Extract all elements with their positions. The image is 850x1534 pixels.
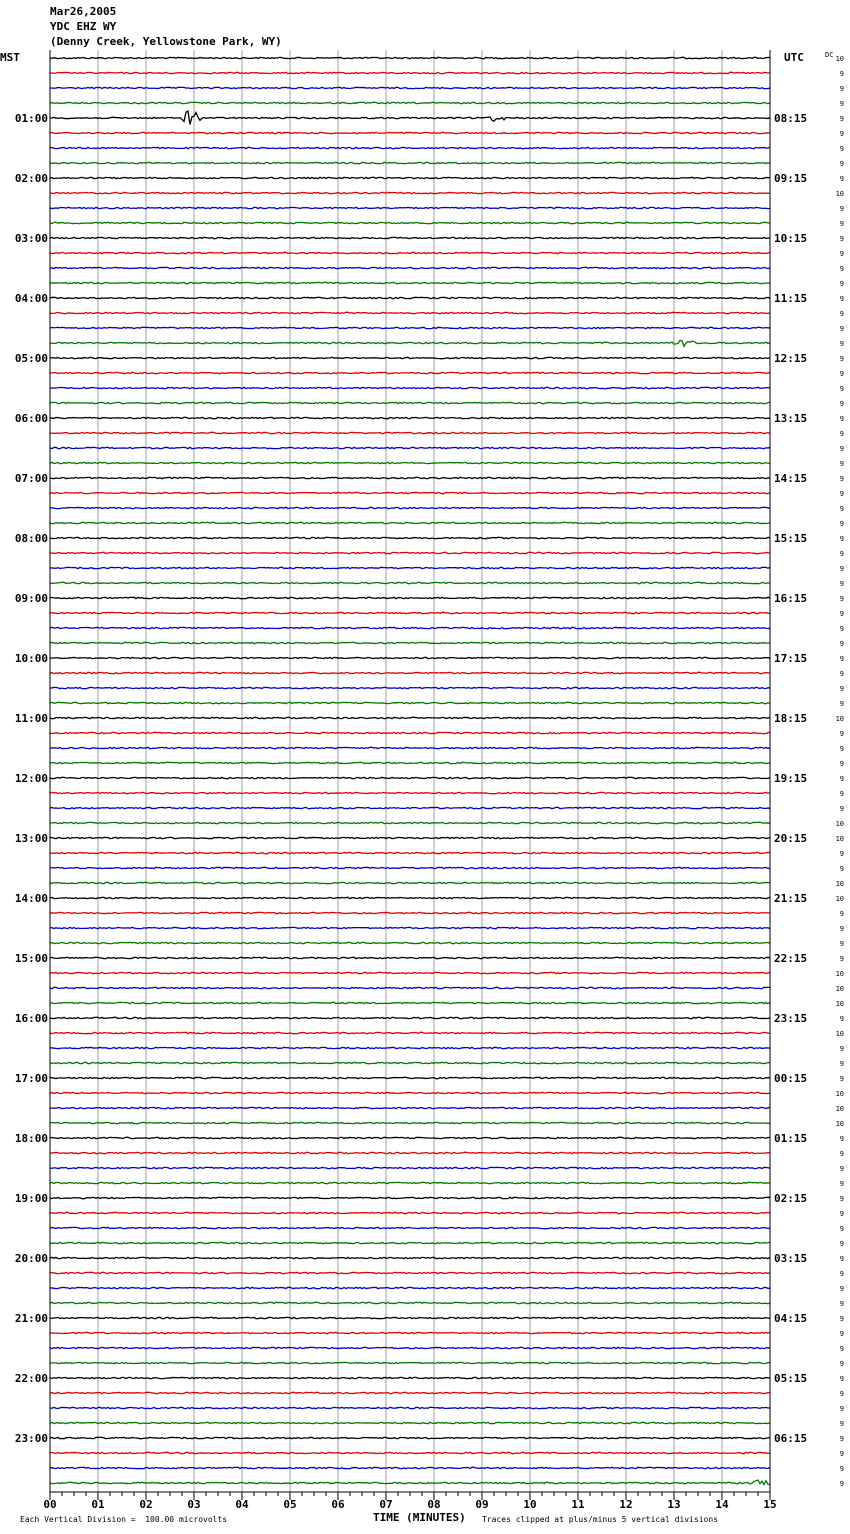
trace-offset-value: 9 [839,460,844,468]
x-tick-label: 07 [379,1498,393,1511]
mst-hour-label: 20:00 [14,1252,48,1265]
trace-offset-value: 9 [839,1015,844,1023]
seismic-trace [50,267,770,268]
trace-offset-value: 9 [839,610,844,618]
trace-offset-value: 9 [839,295,844,303]
trace-offset-value: 9 [839,805,844,813]
chart-date: Mar26,2005 [50,5,117,18]
trace-offset-value: 9 [839,1060,844,1068]
seismic-trace [50,372,770,373]
trace-offset-value: 9 [839,175,844,183]
seismic-trace [50,1452,770,1453]
trace-offset-value: 9 [839,1330,844,1338]
seismic-trace [50,762,770,763]
seismic-trace [50,1212,770,1213]
utc-hour-label: 21:15 [774,892,808,905]
trace-offset-value: 9 [839,505,844,513]
trace-offset-value: 9 [839,625,844,633]
trace-offset-value: 9 [839,1135,844,1143]
seismic-trace [50,1032,770,1033]
seismic-trace [50,1152,770,1153]
seismic-trace [50,537,770,538]
seismic-trace [50,867,770,868]
utc-hour-label: 12:15 [774,352,808,365]
x-tick-label: 08 [427,1498,441,1511]
clip-note: Traces clipped at plus/minus 5 vertical divisions [482,1515,719,1524]
trace-offset-value: 9 [839,235,844,243]
utc-hour-label: 03:15 [774,1252,808,1265]
trace-offset-value: 9 [839,535,844,543]
seismic-trace [50,192,770,193]
mst-hour-label: 18:00 [14,1132,48,1145]
trace-offset-value: 9 [839,205,844,213]
trace-offset-value: 9 [839,640,844,648]
x-tick-label: 00 [43,1498,57,1511]
trace-offset-value: 9 [839,1465,844,1473]
seismic-trace [50,1197,770,1198]
axis-labels [0,51,844,1511]
trace-offset-value: 9 [839,1435,844,1443]
trace-offset-value: 9 [839,130,844,138]
seismic-trace [50,1122,770,1123]
seismic-trace [50,777,770,778]
seismic-trace [50,567,770,568]
utc-hour-label: 10:15 [774,232,808,245]
seismic-trace [50,1480,770,1484]
trace-offset-value: 10 [835,190,844,198]
x-tick-label: 06 [331,1498,345,1511]
trace-offset-value: 9 [839,145,844,153]
seismic-trace [50,1302,770,1303]
seismic-trace [50,792,770,793]
utc-hour-label: 23:15 [774,1012,808,1025]
trace-offset-value: 9 [839,580,844,588]
seismic-trace [50,702,770,703]
trace-offset-value: 9 [839,220,844,228]
seismic-trace [50,1227,770,1228]
seismic-trace [50,897,770,898]
utc-hour-label: 08:15 [774,112,808,125]
mst-hour-label: 22:00 [14,1372,48,1385]
trace-offset-value: 9 [839,340,844,348]
left-axis-title: MST [0,51,20,64]
trace-offset-value: 10 [835,715,844,723]
seismic-trace [50,447,770,448]
trace-offset-value: 9 [839,565,844,573]
trace-offset-value: 9 [839,1240,844,1248]
trace-offset-value: 9 [839,850,844,858]
seismic-trace [50,822,770,823]
trace-offset-value: 10 [835,1105,844,1113]
utc-hour-label: 04:15 [774,1312,808,1325]
trace-offset-value: 9 [839,325,844,333]
trace-offset-value: 9 [839,445,844,453]
seismic-trace [50,837,770,838]
utc-hour-label: 01:15 [774,1132,808,1145]
trace-offset-value: 9 [839,1420,844,1428]
seismic-trace [50,687,770,688]
trace-offset-value: 9 [839,115,844,123]
seismic-trace [50,957,770,958]
seismic-trace [50,297,770,298]
trace-offset-value: 9 [839,775,844,783]
mst-hour-label: 14:00 [14,892,48,905]
mst-hour-label: 03:00 [14,232,48,245]
trace-offset-value: 9 [839,1300,844,1308]
seismic-trace [50,1017,770,1018]
seismic-trace [50,1182,770,1183]
x-tick-label: 01 [91,1498,105,1511]
seismic-trace [50,477,770,478]
seismic-trace [50,1092,770,1093]
trace-offset-value: 9 [839,865,844,873]
seismic-trace [50,627,770,628]
seismic-trace [50,462,770,463]
seismic-trace [50,522,770,523]
x-tick-label: 05 [283,1498,297,1511]
trace-offset-value: 9 [839,1450,844,1458]
trace-offset-value: 9 [839,730,844,738]
trace-offset-value: 10 [835,985,844,993]
trace-offset-value: 9 [839,1150,844,1158]
utc-hour-label: 22:15 [774,952,808,965]
trace-offset-value: 9 [839,760,844,768]
minute-gridlines [98,50,722,1492]
seismic-trace [50,102,770,103]
seismic-trace [50,1392,770,1393]
trace-offset-value: 9 [839,250,844,258]
trace-offset-value: 9 [839,70,844,78]
utc-hour-label: 14:15 [774,472,808,485]
mst-hour-label: 06:00 [14,412,48,425]
seismic-trace [50,57,770,58]
trace-offset-value: 9 [839,1315,844,1323]
seismic-trace [50,1257,770,1258]
seismic-trace [50,1362,770,1363]
seismic-trace [50,597,770,598]
seismic-trace [50,432,770,433]
trace-offset-value: 9 [839,685,844,693]
mst-hour-label: 01:00 [14,112,48,125]
seismic-trace [50,312,770,313]
seismic-trace [50,552,770,553]
trace-offset-value: 9 [839,1180,844,1188]
trace-offset-value: 9 [839,910,844,918]
seismic-trace [50,912,770,913]
dc-label: DC [825,51,834,59]
seismic-trace [50,672,770,673]
trace-offset-value: 9 [839,1390,844,1398]
trace-offset-value: 10 [835,820,844,828]
seismic-traces [50,57,770,1484]
seismic-trace [50,402,770,403]
x-tick-label: 10 [523,1498,537,1511]
trace-offset-value: 9 [839,1285,844,1293]
utc-hour-label: 16:15 [774,592,808,605]
trace-offset-value: 9 [839,1195,844,1203]
trace-offset-value: 9 [839,1480,844,1488]
seismic-trace [50,1242,770,1243]
trace-offset-value: 9 [839,1225,844,1233]
seismic-trace [50,1467,770,1468]
trace-offset-value: 9 [839,1075,844,1083]
trace-offset-value: 9 [839,490,844,498]
seismic-trace [50,582,770,583]
trace-offset-value: 9 [839,85,844,93]
trace-offset-value: 9 [839,745,844,753]
x-tick-label: 13 [667,1498,681,1511]
mst-hour-label: 23:00 [14,1432,48,1445]
trace-offset-value: 9 [839,1210,844,1218]
seismic-trace [50,612,770,613]
seismic-trace [50,972,770,973]
mst-hour-label: 07:00 [14,472,48,485]
seismic-trace [50,237,770,238]
seismic-trace [50,111,770,124]
utc-hour-label: 18:15 [774,712,808,725]
trace-offset-value: 9 [839,400,844,408]
utc-hour-label: 20:15 [774,832,808,845]
seismic-trace [50,492,770,493]
x-axis-title: TIME (MINUTES) [373,1511,466,1524]
seismic-trace [50,1062,770,1063]
seismic-trace [50,942,770,943]
seismic-trace [50,417,770,418]
trace-offset-value: 10 [835,1090,844,1098]
mst-hour-label: 10:00 [14,652,48,665]
trace-offset-value: 10 [835,1000,844,1008]
trace-offset-value: 9 [839,520,844,528]
x-tick-label: 02 [139,1498,153,1511]
seismic-trace [50,132,770,133]
trace-offset-value: 10 [835,1030,844,1038]
trace-offset-value: 9 [839,370,844,378]
trace-offset-value: 9 [839,100,844,108]
seismic-trace [50,927,770,928]
seismic-trace [50,1437,770,1438]
utc-hour-label: 11:15 [774,292,808,305]
seismic-trace [50,807,770,808]
trace-offset-value: 9 [839,475,844,483]
seismic-trace [50,1047,770,1048]
mst-hour-label: 13:00 [14,832,48,845]
trace-offset-value: 9 [839,595,844,603]
seismic-trace [50,657,770,658]
mst-hour-label: 12:00 [14,772,48,785]
mst-hour-label: 15:00 [14,952,48,965]
trace-offset-value: 9 [839,940,844,948]
seismic-trace [50,882,770,883]
seismic-trace [50,147,770,148]
utc-hour-label: 02:15 [774,1192,808,1205]
seismic-trace [50,1407,770,1408]
mst-hour-label: 17:00 [14,1072,48,1085]
station-location: (Denny Creek, Yellowstone Park, WY) [50,35,282,48]
trace-offset-value: 9 [839,430,844,438]
trace-offset-value: 10 [835,55,844,63]
mst-hour-label: 04:00 [14,292,48,305]
mst-hour-label: 21:00 [14,1312,48,1325]
seismic-trace [50,162,770,163]
trace-offset-value: 9 [839,1345,844,1353]
x-tick-label: 11 [571,1498,585,1511]
utc-hour-label: 06:15 [774,1432,808,1445]
seismic-trace [50,1002,770,1003]
trace-offset-value: 9 [839,655,844,663]
utc-hour-label: 09:15 [774,172,808,185]
trace-offset-value: 9 [839,700,844,708]
trace-offset-value: 9 [839,1255,844,1263]
seismic-trace [50,282,770,283]
mst-hour-label: 09:00 [14,592,48,605]
utc-hour-label: 13:15 [774,412,808,425]
scale-note: Each Vertical Division = 100.00 microvolts [20,1515,228,1524]
seismic-trace [50,252,770,253]
trace-offset-value: 9 [839,265,844,273]
station-code: YDC EHZ WY [50,20,117,33]
seismic-trace [50,1287,770,1288]
seismic-trace [50,852,770,853]
seismic-trace [50,357,770,358]
trace-offset-value: 9 [839,670,844,678]
trace-offset-value: 9 [839,280,844,288]
utc-hour-label: 19:15 [774,772,808,785]
seismic-trace [50,642,770,643]
trace-offset-value: 9 [839,1405,844,1413]
mst-hour-label: 16:00 [14,1012,48,1025]
seismic-trace [50,732,770,733]
utc-hour-label: 15:15 [774,532,808,545]
seismic-trace [50,1317,770,1318]
seismic-trace [50,340,770,346]
mst-hour-label: 19:00 [14,1192,48,1205]
trace-offset-value: 9 [839,1360,844,1368]
seismic-trace [50,717,770,718]
seismic-trace [50,987,770,988]
trace-offset-value: 9 [839,790,844,798]
trace-offset-value: 9 [839,1375,844,1383]
mst-hour-label: 05:00 [14,352,48,365]
mst-hour-label: 08:00 [14,532,48,545]
x-tick-label: 15 [763,1498,777,1511]
trace-offset-value: 9 [839,1045,844,1053]
utc-hour-label: 17:15 [774,652,808,665]
utc-hour-label: 05:15 [774,1372,808,1385]
trace-offset-value: 9 [839,550,844,558]
trace-offset-value: 10 [835,895,844,903]
mst-hour-label: 02:00 [14,172,48,185]
mst-hour-label: 11:00 [14,712,48,725]
seismic-trace [50,1422,770,1423]
seismic-trace [50,1377,770,1378]
seismic-trace [50,507,770,508]
seismic-trace [50,747,770,748]
seismic-trace [50,222,770,223]
trace-offset-value: 10 [835,880,844,888]
trace-offset-value: 10 [835,835,844,843]
x-tick-label: 04 [235,1498,249,1511]
trace-offset-value: 9 [839,955,844,963]
seismic-trace [50,1332,770,1333]
trace-offset-value: 9 [839,160,844,168]
trace-offset-value: 9 [839,925,844,933]
seismic-trace [50,1107,770,1108]
seismic-trace [50,72,770,73]
trace-offset-value: 9 [839,1270,844,1278]
seismic-trace [50,1167,770,1168]
right-axis-title: UTC [784,51,804,64]
utc-hour-label: 00:15 [774,1072,808,1085]
trace-offset-value: 9 [839,385,844,393]
trace-offset-value: 9 [839,310,844,318]
seismic-trace [50,1077,770,1078]
x-tick-label: 12 [619,1498,633,1511]
x-tick-label: 14 [715,1498,729,1511]
trace-offset-value: 9 [839,1165,844,1173]
seismic-trace [50,177,770,178]
seismic-trace [50,87,770,88]
x-tick-label: 03 [187,1498,201,1511]
trace-offset-value: 9 [839,355,844,363]
seismic-trace [50,1137,770,1138]
trace-offset-value: 9 [839,415,844,423]
trace-offset-value: 10 [835,970,844,978]
seismic-trace [50,387,770,388]
x-tick-label: 09 [475,1498,489,1511]
seismic-trace [50,1347,770,1348]
seismic-trace [50,207,770,208]
trace-offset-value: 10 [835,1120,844,1128]
seismic-trace [50,327,770,328]
seismic-trace [50,1272,770,1273]
